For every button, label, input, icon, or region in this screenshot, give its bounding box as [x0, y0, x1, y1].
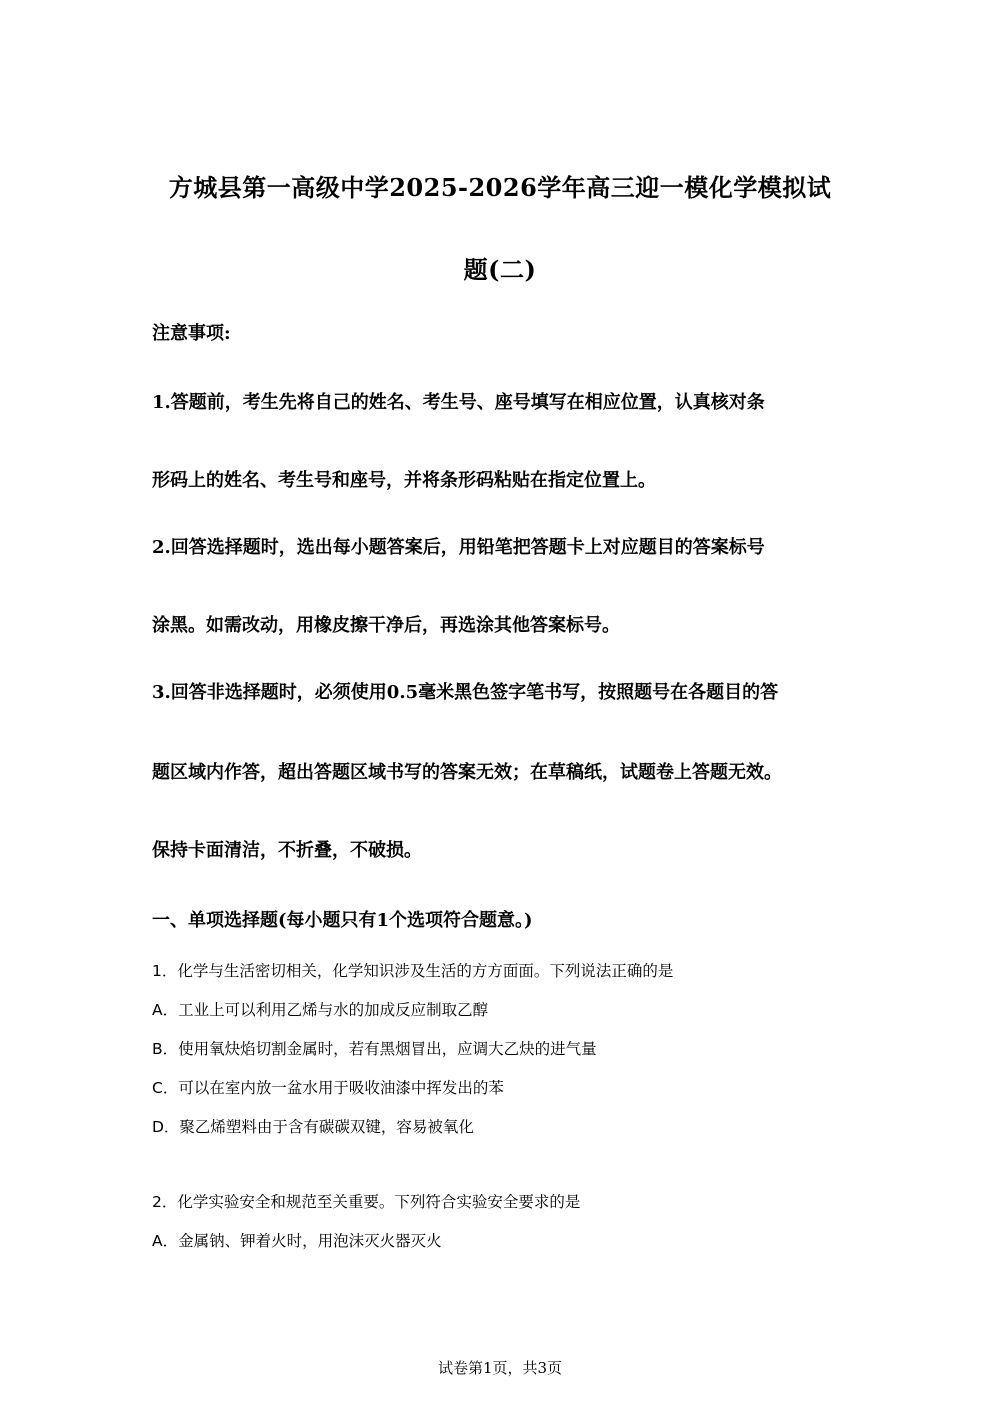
question-2-stem: 2．化学实验安全和规范至关重要。下列符合实验安全要求的是 — [152, 1193, 581, 1211]
notice-line: 涂黑。如需改动，用橡皮擦干净后，再选涂其他答案标号。 — [152, 615, 620, 636]
notice-line: 形码上的姓名、考生号和座号，并将条形码粘贴在指定位置上。 — [152, 470, 656, 491]
exam-title-line-1: 方城县第一高级中学2025-2026学年高三迎一模化学模拟试 — [168, 173, 832, 202]
notice-line: 题区域内作答，超出答题区域书写的答案无效；在草稿纸，试题卷上答题无效。 — [152, 762, 782, 783]
notice-line: 3.回答非选择题时，必须使用0.5毫米黑色签字笔书写，按照题号在各题目的答 — [152, 682, 779, 703]
question-1-option-b: B．使用氧炔焰切割金属时，若有黑烟冒出，应调大乙炔的进气量 — [152, 1040, 597, 1058]
notice-line: 保持卡面清洁，不折叠，不破损。 — [152, 840, 422, 861]
exam-title-line-2: 题(二) — [463, 255, 537, 284]
notice-line: 1.答题前，考生先将自己的姓名、考生号、座号填写在相应位置，认真核对条 — [152, 392, 765, 413]
notice-heading: 注意事项: — [152, 323, 231, 344]
section-heading: 一、单项选择题(每小题只有1个选项符合题意。) — [152, 910, 533, 931]
question-1-option-c: C．可以在室内放一盆水用于吸收油漆中挥发出的苯 — [152, 1079, 504, 1097]
notice-line: 2.回答选择题时，选出每小题答案后，用铅笔把答题卡上对应题目的答案标号 — [152, 537, 765, 558]
question-1-option-d: D．聚乙烯塑料由于含有碳碳双键，容易被氧化 — [152, 1118, 474, 1136]
question-2-option-a: A．金属钠、钾着火时，用泡沫灭火器灭火 — [152, 1232, 442, 1250]
question-1-stem: 1．化学与生活密切相关，化学知识涉及生活的方方面面。下列说法正确的是 — [152, 962, 674, 980]
page-footer: 试卷第1页，共3页 — [437, 1359, 563, 1377]
question-1-option-a: A．工业上可以利用乙烯与水的加成反应制取乙醇 — [152, 1001, 489, 1019]
